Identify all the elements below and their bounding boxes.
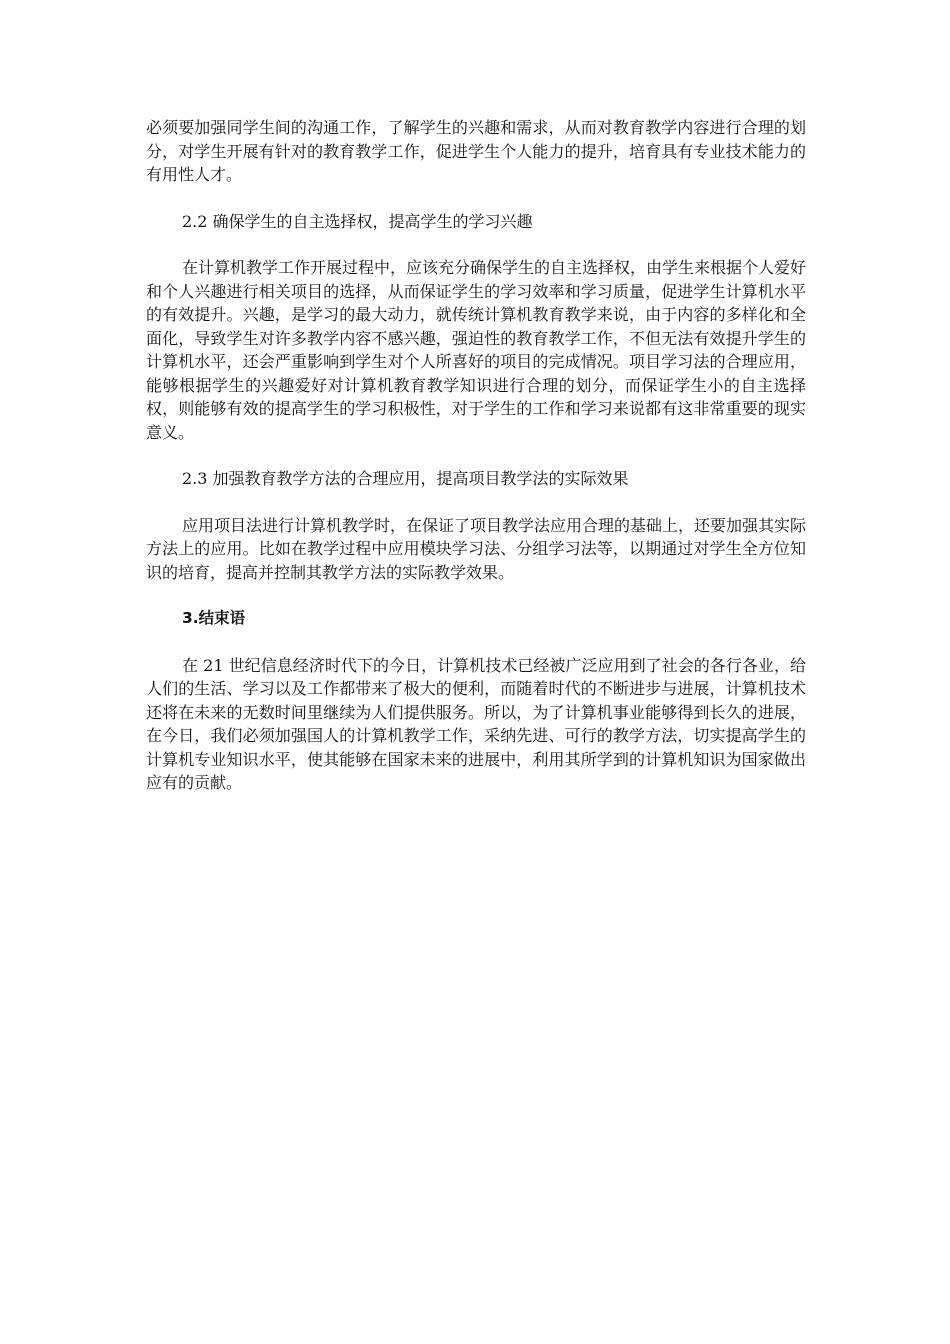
section-heading-2-3: 2.3 加强教育教学方法的合理应用，提高项目教学法的实际效果 (182, 469, 629, 488)
section-heading-2-2: 2.2 确保学生的自主选择权，提高学生的学习兴趣 (182, 211, 533, 231)
paragraph-conclusion: 在 21 世纪信息经济时代下的今日，计算机技术已经被广泛应用到了社会的各行各业，给人们的生活、学习以及工作都带来了极大的便利，而随着时代的不断进步与进展，计算机技术还将在未来的无数时间里继续为人们提供服务。所以，为了计算机事业能够得到长久的进展，在今日，我们必须加强国人的计算机教学工作，采纳先进、可行的教学方法，切实提高学生的计算机专业知识水平，使其能够在国家未来的进展中，利用其所学到的计算机知识为国家做出应有的贡献。 (146, 655, 806, 792)
paragraph-intro-continuation: 必须要加强同学生间的沟通工作，了解学生的兴趣和需求，从而对教育教学内容进行合理的划分，对学生开展有针对的教育教学工作，促进学生个人能力的提升，培育具有专业技术能力的有用性人才。 (146, 118, 806, 184)
section-heading-conclusion: 3.结束语 (182, 609, 246, 627)
document-body (146, 116, 806, 818)
paragraph-2-2: 在计算机教学工作开展过程中，应该充分确保学生的自主选择权，由学生来根据个人爱好和个人兴趣进行相关项目的选择，从而保证学生的学习效率和学习质量，促进学生计算机水平的有效提升。兴趣，是学习的最大动力，就传统计算机教育教学来说，由于内容的多样化和全面化，导致学生对许多教学内容不感兴趣，强迫性的教育教学工作，不但无法有效提升学生的计算机水平，还会严重影响到学生对个人所喜好的项目的完成情况。项目学习法的合理应用，能够根据学生的兴趣爱好对计算机教育教学知识进行合理的划分，而保证学生小的自主选择权，则能够有效的提高学生的学习积极性，对于学生的工作和学习来说都有这非常重要的现实意义。 (146, 258, 807, 442)
paragraph-2-3: 应用项目法进行计算机教学时，在保证了项目教学法应用合理的基础上，还要加强其实际方法上的应用。比如在教学过程中应用模块学习法、分组学习法等，以期通过对学生全方位知识的培育，提高并控制其教学方法的实际教学效果。 (146, 515, 807, 582)
